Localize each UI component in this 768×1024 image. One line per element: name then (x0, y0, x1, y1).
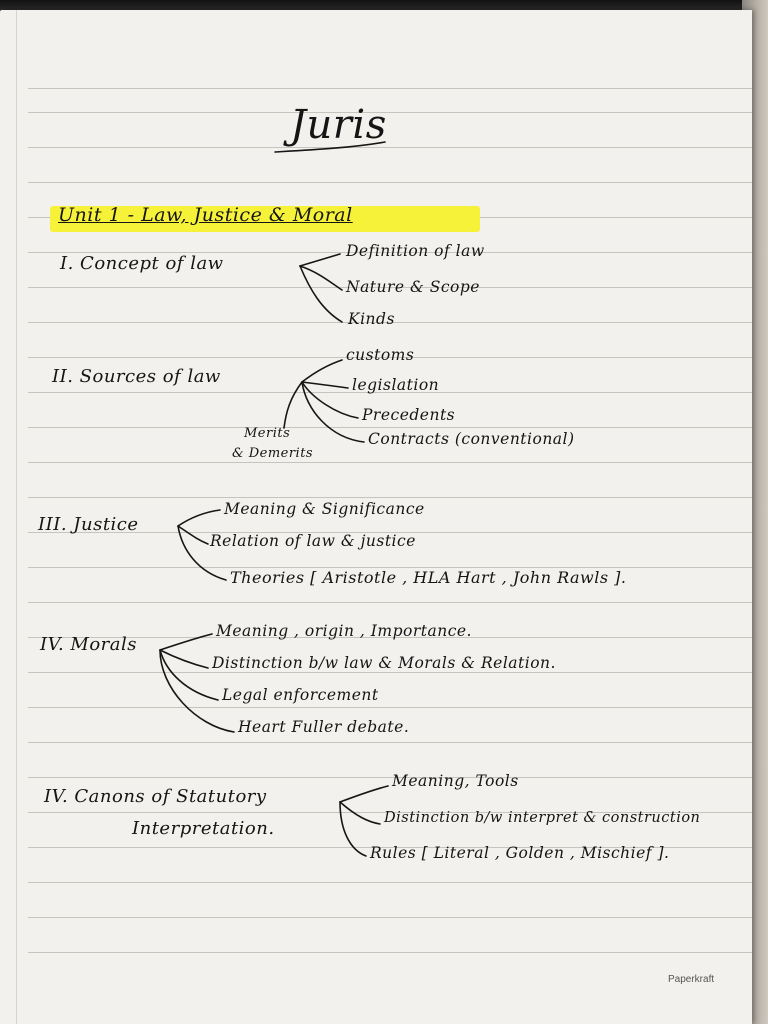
section-5-heading-line-2: Interpretation. (132, 818, 275, 839)
section-5-heading-line-1: IV. Canons of Statutory (44, 786, 267, 807)
section-2-item-1: customs (346, 346, 415, 364)
section-1-item-3: Kinds (348, 310, 395, 328)
section-4-item-1: Meaning , origin , Importance. (216, 622, 472, 640)
branch-connectors (0, 10, 752, 1024)
section-3-heading: III. Justice (38, 514, 139, 535)
section-4-item-4: Heart Fuller debate. (238, 718, 410, 736)
section-3-item-3: Theories [ Aristotle , HLA Hart , John Rawls ]. (230, 568, 627, 587)
section-2-heading: II. Sources of law (52, 366, 221, 387)
notebook-page (0, 10, 752, 1024)
section-1-item-1: Definition of law (346, 242, 485, 260)
page-title: Juris (290, 102, 387, 148)
section-5-item-2: Distinction b/w interpret & construction (384, 810, 701, 826)
section-4-item-2: Distinction b/w law & Morals & Relation. (212, 654, 556, 672)
section-1-item-2: Nature & Scope (346, 278, 480, 296)
section-5-item-1: Meaning, Tools (392, 772, 519, 790)
paperkraft-brand: Paperkraft (668, 974, 715, 985)
section-3-item-2: Relation of law & justice (210, 532, 416, 550)
section-1-heading: I. Concept of law (60, 253, 224, 274)
section-4-item-3: Legal enforcement (222, 686, 379, 704)
section-2-note-merits: Merits (244, 426, 291, 441)
section-3-item-1: Meaning & Significance (224, 500, 425, 518)
section-4-heading: IV. Morals (40, 634, 138, 655)
section-2-item-4: Contracts (conventional) (368, 430, 575, 448)
section-2-item-2: legislation (352, 376, 440, 394)
section-2-note-demerits: & Demerits (232, 446, 314, 461)
section-5-item-3: Rules [ Literal , Golden , Mischief ]. (370, 844, 670, 862)
unit-heading: Unit 1 - Law, Justice & Moral (58, 204, 353, 226)
section-2-item-3: Precedents (362, 406, 456, 424)
